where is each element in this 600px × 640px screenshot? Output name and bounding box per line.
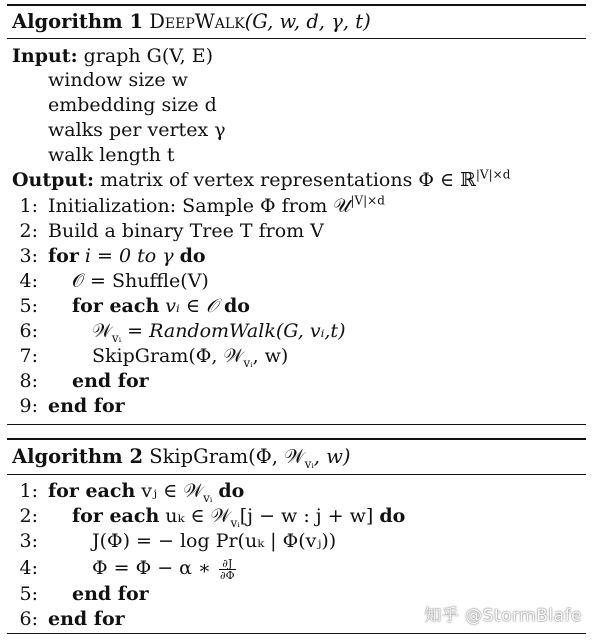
step-text: 𝒪 = Shuffle(V): [72, 270, 209, 292]
step-keyword: for each: [72, 295, 160, 317]
step-text: Build a binary Tree T from V: [48, 220, 324, 242]
step-keyword: for each: [48, 480, 136, 502]
step-number: 3:: [19, 530, 38, 552]
step-number: 1:: [19, 195, 38, 217]
step-keyword: for: [48, 245, 79, 267]
step-number: 4:: [19, 270, 38, 292]
algorithm-2-subscript: vᵢ: [304, 456, 314, 471]
algorithm-1-args: (G, w, d, γ, t): [244, 10, 371, 33]
step-text: vᵢ ∈ 𝒪: [159, 295, 225, 317]
fraction-numerator: ∂J: [219, 558, 236, 570]
step-text: vⱼ ∈ 𝒲: [135, 480, 204, 502]
output-line: [12, 168, 510, 192]
step-keyword: do: [224, 295, 250, 317]
input-label: Input:: [12, 45, 78, 67]
step-text: , w): [252, 345, 289, 367]
step-keyword: end for: [48, 395, 125, 417]
algorithm-2-name: SkipGram(Φ, 𝒲: [149, 445, 305, 468]
algorithm-2-label: Algorithm 2: [12, 445, 144, 468]
step-text: SkipGram(Φ, 𝒲: [92, 345, 244, 367]
algorithm-1-name: DeepWalk: [149, 10, 245, 33]
step-text: Φ = Φ − α ∗: [92, 557, 217, 579]
header-rule-2: [7, 474, 586, 475]
bottom-rule: [7, 424, 586, 425]
step-text: = RandomWalk(G, vᵢ,t): [121, 320, 346, 342]
step-number: 8:: [19, 370, 38, 392]
watermark: 知乎 @StormBlafe: [424, 606, 582, 626]
step-number: 3:: [19, 245, 38, 267]
step-keyword: do: [218, 480, 245, 502]
step-number: 1:: [19, 480, 38, 502]
step-text: i = 0 to γ: [78, 245, 180, 267]
step-keyword: end for: [48, 608, 125, 630]
step-number: 4:: [19, 557, 38, 579]
top-rule: [7, 4, 586, 6]
step-number: 6:: [19, 320, 38, 342]
fraction-denominator: ∂Φ: [219, 568, 235, 582]
input-param: embedding size d: [48, 94, 217, 116]
step-keyword: for each: [72, 505, 160, 527]
input-param: walks per vertex γ: [48, 119, 226, 141]
step-subscript: vᵢ: [230, 515, 240, 530]
step-text: uₖ ∈ 𝒲: [159, 505, 231, 527]
step-keyword: end for: [72, 583, 149, 605]
fraction: [219, 558, 236, 581]
step-number: 5:: [19, 295, 38, 317]
step-number: 2:: [19, 220, 38, 242]
step-text: [j − w : j + w]: [239, 505, 380, 527]
input-param: walk length t: [48, 144, 175, 166]
step-number: 7:: [19, 345, 38, 367]
output-superscript: |V|×d: [475, 167, 511, 182]
header-rule: [7, 38, 586, 39]
step-keyword: end for: [72, 370, 149, 392]
input-param: window size w: [48, 69, 188, 91]
bottom-rule-2: [7, 633, 586, 634]
step-text: 𝒲: [92, 320, 112, 342]
output-label: Output:: [12, 169, 95, 191]
algorithm-1-title: [12, 10, 371, 33]
output-text: matrix of vertex representations Φ ∈ ℝ: [100, 169, 476, 191]
step-number: 9:: [19, 395, 38, 417]
step-number: 5:: [19, 583, 38, 605]
step-keyword: do: [179, 245, 206, 267]
step-text: J(Φ) = − log Pr(uₖ | Φ(vⱼ)): [92, 530, 337, 552]
step-subscript: vᵢ: [243, 355, 253, 370]
top-rule-2: [7, 438, 586, 440]
step-keyword: do: [379, 505, 406, 527]
algorithm-1-label: Algorithm 1: [12, 10, 144, 33]
step-number: 2:: [19, 505, 38, 527]
step-subscript: vᵢ: [111, 330, 122, 345]
input-text: graph G(V, E): [83, 45, 214, 67]
step-number: 6:: [19, 608, 38, 630]
algorithm-2-args: , w): [313, 445, 351, 468]
step-superscript: |V|×d: [350, 193, 385, 208]
step-subscript: vᵢ: [203, 490, 213, 505]
input-line: [12, 44, 213, 68]
step-math: 𝒰: [333, 195, 351, 217]
step-text: Initialization: Sample Φ from: [48, 195, 334, 217]
algorithm-2-title: [12, 445, 351, 471]
